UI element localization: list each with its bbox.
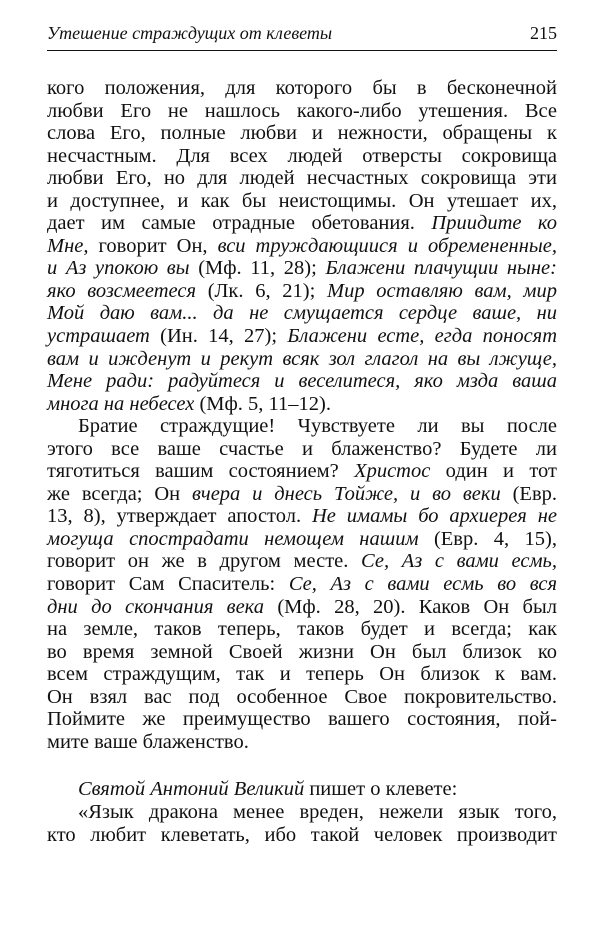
text-line (47, 550, 557, 573)
text-run: во время земной Своей жизни Он был близок ко (47, 640, 557, 663)
text-run: (Лк. 6, 21); (196, 279, 328, 302)
italic-quote-text: Мир оставляю вам, мир (327, 279, 557, 302)
page-body-text (47, 77, 557, 846)
italic-quote-text: Святой Антоний Великий (78, 778, 305, 801)
text-line (47, 415, 557, 438)
page-number: 215 (530, 23, 557, 43)
italic-quote-text: Мене ради: радуйтеся и веселитеся, яко мзда ваша (47, 370, 557, 393)
text-run: мите ваше блаженство. (47, 730, 249, 753)
text-line (47, 348, 557, 371)
italic-quote-text: Блажени плачущии ныне: (325, 257, 557, 280)
text-line (47, 824, 557, 847)
text-line (47, 641, 557, 664)
text-line (47, 460, 557, 483)
italic-quote-text: Мне, (47, 234, 89, 257)
text-line (47, 145, 557, 168)
italic-quote-text: вчера и днесь Тойже, и во веки (192, 482, 501, 505)
text-line (47, 505, 557, 528)
text-line (47, 483, 557, 506)
italic-quote-text: и Аз упокою вы (47, 257, 190, 280)
text-line (47, 280, 557, 303)
italic-quote-text: вси труждающиися и обремененные, (217, 234, 557, 257)
italic-quote-text: Се, Аз с вами есмь, (361, 550, 557, 573)
text-run: (Мф. 11, 28); (189, 257, 326, 280)
running-title: Утешение страждущих от клеветы (47, 23, 333, 43)
text-run: Он взял вас под особенное Свое покровительство. (47, 685, 557, 708)
text-run: говорит он же в другом месте. (47, 550, 362, 573)
text-run: Поймите же преимущество вашего состояния, пой- (47, 708, 557, 731)
text-run: тяготиться вашим состоянием? (47, 460, 355, 483)
italic-quote-text: устрашает (47, 325, 150, 348)
text-line (47, 212, 557, 235)
italic-quote-text: многа на небесех (47, 392, 195, 415)
text-run: любви Его не нашлось какого-либо утешения. Все (47, 99, 557, 122)
text-line (47, 122, 557, 145)
text-line (47, 393, 557, 416)
text-line (47, 596, 557, 619)
text-line (47, 370, 557, 393)
italic-quote-text: Блажени есте, егда поносят (287, 325, 558, 348)
text-run: несчастным. Для всех людей отверсты сокровища (47, 144, 557, 167)
italic-quote-text: Мой даю вам... да не смущается сердце ваше, ни (47, 302, 557, 325)
italic-quote-text: яко возсмеетеся (47, 279, 196, 302)
text-line (47, 325, 557, 348)
text-run: «Язык дракона менее вреден, нежели язык того, (78, 800, 557, 823)
text-line (47, 190, 557, 213)
text-line (47, 731, 557, 754)
text-line (47, 257, 557, 280)
text-line (47, 302, 557, 325)
text-run: любви Его, но для людей несчастных сокровища эти (47, 167, 557, 190)
text-run: пишет о клевете: (304, 778, 458, 801)
text-run: кого положения, для которого бы в бесконечной (47, 77, 557, 99)
text-line (47, 686, 557, 709)
text-run: на земле, таков теперь, таков будет и всегда; как (47, 618, 557, 641)
text-run: всем страждущим, так и теперь Он близок к вам. (47, 663, 557, 686)
text-run: говорит Сам Спаситель: (47, 573, 289, 596)
text-line (47, 573, 557, 596)
italic-quote-text: Се, Аз с вами есмь во вся (288, 573, 557, 596)
text-run: этого все ваше счастье и блаженство? Будете ли (47, 437, 557, 460)
text-line (47, 663, 557, 686)
text-run: слова Его, полные любви и нежности, обращены к (47, 122, 557, 145)
text-line (47, 235, 557, 258)
text-line (47, 528, 557, 551)
text-run: говорит Он, (88, 234, 218, 257)
text-run: и доступнее, и как бы неистощимы. Он утешает их, (47, 189, 557, 212)
text-run: 13, 8), утверждает апостол. (47, 505, 312, 528)
text-line (47, 708, 557, 731)
text-run: (Евр. 4, 15), (418, 527, 557, 550)
text-line (47, 618, 557, 641)
text-line (47, 778, 557, 801)
italic-quote-text: Приидите ко (431, 212, 557, 235)
text-line (47, 167, 557, 190)
text-run: (Ин. 14, 27); (149, 325, 288, 348)
text-line (47, 801, 557, 824)
italic-quote-text: дни до скончания века (47, 595, 264, 618)
running-header (47, 20, 557, 51)
text-run: (Мф. 5, 11–12). (194, 392, 331, 415)
italic-quote-text: вам и ижденут и рекут всяк зол глагол на вы лжуще, (47, 347, 557, 370)
text-run: (Евр. (500, 482, 557, 505)
text-line (47, 438, 557, 461)
blank-line (47, 753, 557, 778)
text-run: Братие страждущие! Чувствуете ли вы после (78, 415, 557, 438)
text-run: дает им самые отрадные обетования. (47, 212, 432, 235)
italic-quote-text: Христос (354, 460, 431, 483)
italic-quote-text: могуща спострадати немощем нашим (47, 527, 419, 550)
text-run: один и тот (430, 460, 557, 483)
text-run: кто любит клеветать, ибо такой человек производит (47, 823, 557, 846)
text-run: (Мф. 28, 20). Каков Он был (264, 595, 557, 618)
text-run: же всегда; Он (47, 482, 193, 505)
text-line (47, 77, 557, 100)
text-line (47, 100, 557, 123)
italic-quote-text: Не имамы бо архиерея не (311, 505, 557, 528)
